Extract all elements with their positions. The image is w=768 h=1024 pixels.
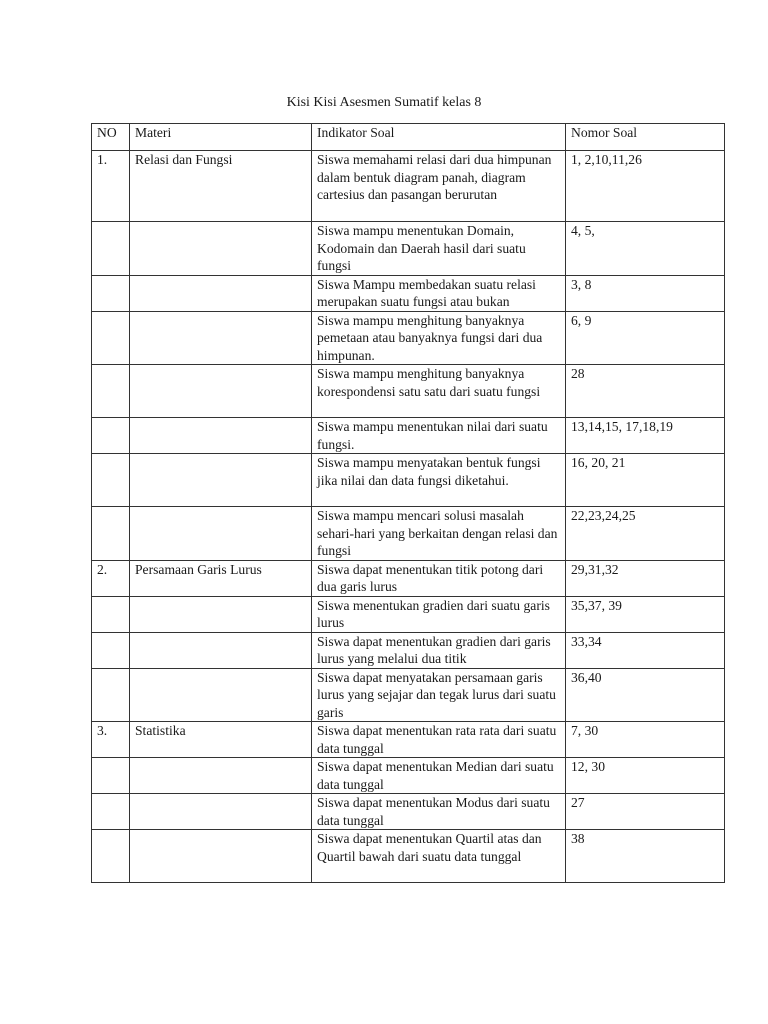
table-row — [92, 418, 725, 454]
table-row — [92, 794, 725, 830]
table-header-row — [92, 124, 725, 151]
cell-indikator: Siswa dapat menyatakan persamaan garis lurus yang sejajar dan tegak lurus dari suatu garis — [312, 668, 566, 722]
cell-no — [92, 758, 130, 794]
cell-nomor-soal: 12, 30 — [566, 758, 725, 794]
cell-materi — [130, 507, 312, 561]
cell-no — [92, 365, 130, 418]
cell-no — [92, 632, 130, 668]
cell-nomor-soal: 16, 20, 21 — [566, 454, 725, 507]
cell-indikator: Siswa Mampu membedakan suatu relasi merupakan suatu fungsi atau bukan — [312, 275, 566, 311]
cell-indikator: Siswa dapat menentukan Median dari suatu data tunggal — [312, 758, 566, 794]
cell-materi — [130, 222, 312, 276]
cell-materi: Relasi dan Fungsi — [130, 151, 312, 222]
table-row — [92, 151, 725, 222]
cell-nomor-soal: 7, 30 — [566, 722, 725, 758]
cell-indikator: Siswa menentukan gradien dari suatu garis lurus — [312, 596, 566, 632]
cell-materi — [130, 311, 312, 365]
cell-nomor-soal: 29,31,32 — [566, 560, 725, 596]
cell-no — [92, 311, 130, 365]
cell-nomor-soal: 33,34 — [566, 632, 725, 668]
cell-nomor-soal: 3, 8 — [566, 275, 725, 311]
cell-nomor-soal: 4, 5, — [566, 222, 725, 276]
cell-no — [92, 222, 130, 276]
table-row — [92, 830, 725, 883]
cell-indikator: Siswa dapat menentukan gradien dari garis lurus yang melalui dua titik — [312, 632, 566, 668]
table-row — [92, 275, 725, 311]
cell-indikator: Siswa mampu menentukan Domain, Kodomain dan Daerah hasil dari suatu fungsi — [312, 222, 566, 276]
cell-materi — [130, 794, 312, 830]
cell-indikator: Siswa dapat menentukan Quartil atas dan Quartil bawah dari suatu data tunggal — [312, 830, 566, 883]
table-row — [92, 222, 725, 276]
header-indikator: Indikator Soal — [312, 124, 566, 151]
table-row — [92, 365, 725, 418]
table-row — [92, 454, 725, 507]
cell-no — [92, 596, 130, 632]
cell-materi — [130, 632, 312, 668]
cell-no — [92, 668, 130, 722]
cell-no — [92, 454, 130, 507]
cell-nomor-soal: 13,14,15, 17,18,19 — [566, 418, 725, 454]
cell-no — [92, 794, 130, 830]
cell-no — [92, 418, 130, 454]
cell-nomor-soal: 28 — [566, 365, 725, 418]
cell-indikator: Siswa mampu menghitung banyaknya pemetaan atau banyaknya fungsi dari dua himpunan. — [312, 311, 566, 365]
cell-no — [92, 830, 130, 883]
page-title: Kisi Kisi Asesmen Sumatif kelas 8 — [286, 95, 482, 110]
table-row — [92, 596, 725, 632]
cell-no: 2. — [92, 560, 130, 596]
cell-indikator: Siswa dapat menentukan rata rata dari suatu data tunggal — [312, 722, 566, 758]
table-row — [92, 560, 725, 596]
cell-indikator: Siswa mampu menentukan nilai dari suatu fungsi. — [312, 418, 566, 454]
cell-materi — [130, 596, 312, 632]
table-row — [92, 311, 725, 365]
cell-materi — [130, 418, 312, 454]
cell-nomor-soal: 1, 2,10,11,26 — [566, 151, 725, 222]
cell-indikator: Siswa mampu mencari solusi masalah sehari-hari yang berkaitan dengan relasi dan fungsi — [312, 507, 566, 561]
cell-materi — [130, 365, 312, 418]
cell-materi — [130, 830, 312, 883]
cell-no — [92, 507, 130, 561]
cell-indikator: Siswa mampu menghitung banyaknya korespondensi satu satu dari suatu fungsi — [312, 365, 566, 418]
cell-no: 1. — [92, 151, 130, 222]
cell-nomor-soal: 27 — [566, 794, 725, 830]
cell-materi — [130, 275, 312, 311]
cell-materi: Persamaan Garis Lurus — [130, 560, 312, 596]
cell-indikator: Siswa dapat menentukan titik potong dari dua garis lurus — [312, 560, 566, 596]
cell-materi — [130, 454, 312, 507]
cell-materi — [130, 758, 312, 794]
kisi-kisi-table — [91, 123, 725, 883]
header-materi: Materi — [130, 124, 312, 151]
cell-indikator: Siswa mampu menyatakan bentuk fungsi jika nilai dan data fungsi diketahui. — [312, 454, 566, 507]
table-row — [92, 668, 725, 722]
cell-nomor-soal: 6, 9 — [566, 311, 725, 365]
table-row — [92, 507, 725, 561]
cell-no: 3. — [92, 722, 130, 758]
cell-nomor-soal: 22,23,24,25 — [566, 507, 725, 561]
cell-nomor-soal: 35,37, 39 — [566, 596, 725, 632]
table-row — [92, 632, 725, 668]
cell-nomor-soal: 38 — [566, 830, 725, 883]
cell-no — [92, 275, 130, 311]
cell-materi: Statistika — [130, 722, 312, 758]
cell-indikator: Siswa memahami relasi dari dua himpunan dalam bentuk diagram panah, diagram cartesius dan pasangan berurutan — [312, 151, 566, 222]
cell-materi — [130, 668, 312, 722]
header-nomor-soal: Nomor Soal — [566, 124, 725, 151]
table-row — [92, 722, 725, 758]
table-row — [92, 758, 725, 794]
cell-nomor-soal: 36,40 — [566, 668, 725, 722]
header-no: NO — [92, 124, 130, 151]
cell-indikator: Siswa dapat menentukan Modus dari suatu data tunggal — [312, 794, 566, 830]
